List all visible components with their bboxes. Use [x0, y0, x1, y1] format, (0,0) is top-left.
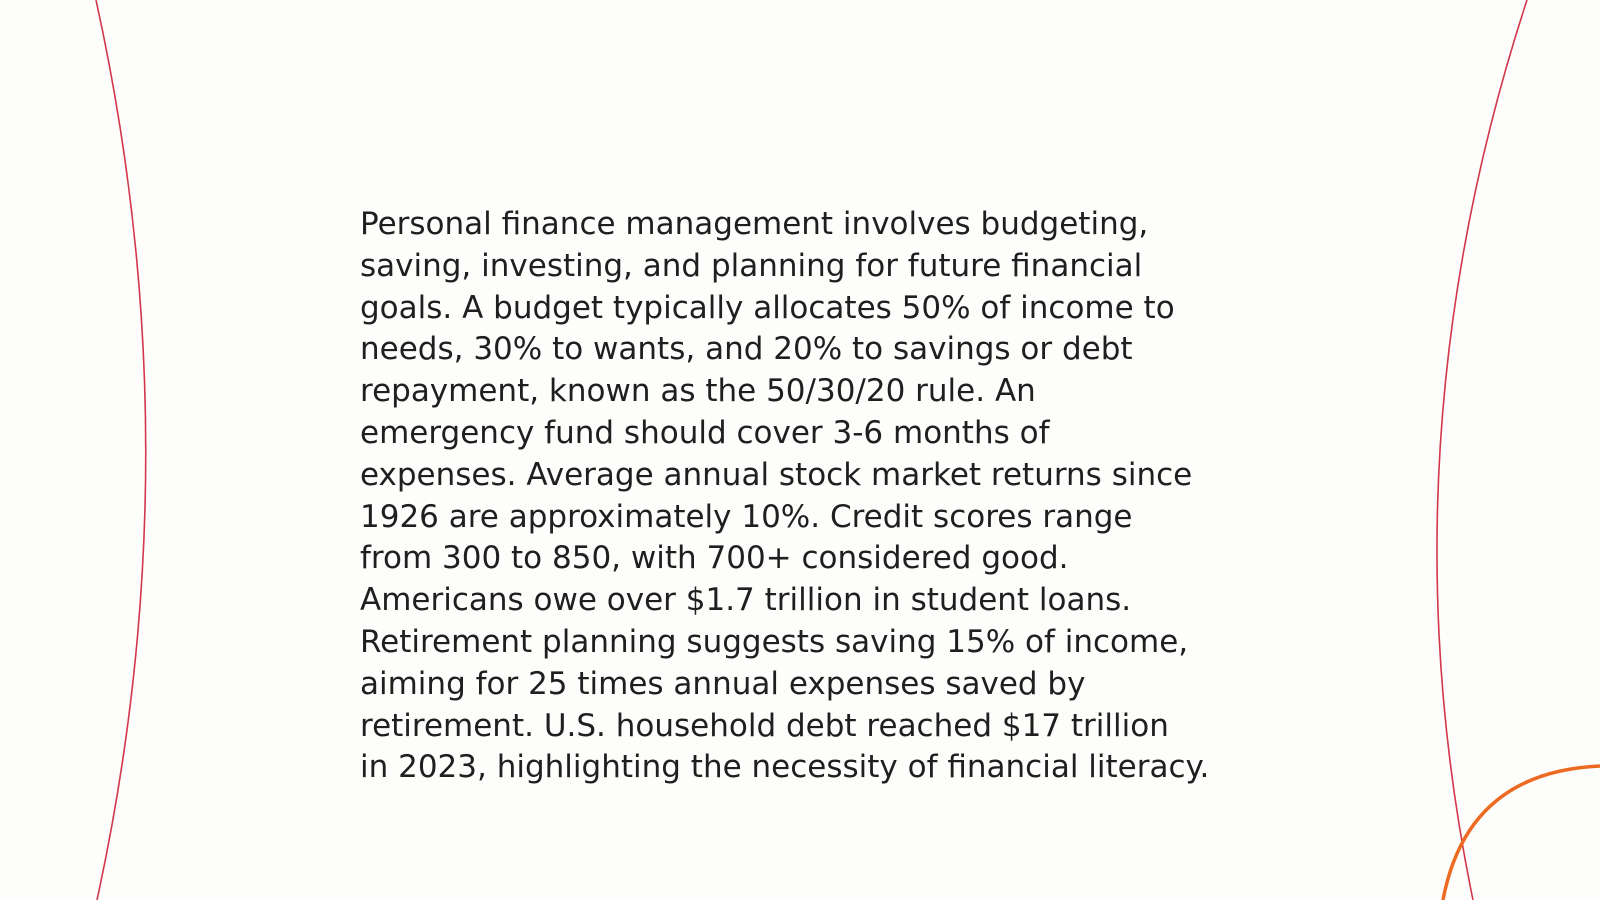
body-line: from 300 to 850, with 700+ considered good.	[360, 540, 1069, 577]
left-arc-line	[96, 0, 146, 900]
body-line: saving, investing, and planning for future financial	[360, 247, 1143, 284]
body-line: repayment, known as the 50/30/20 rule. An	[360, 373, 1036, 410]
body-line: retirement. U.S. household debt reached $17 trillion	[360, 707, 1169, 744]
body-line: aiming for 25 times annual expenses saved by	[360, 665, 1086, 702]
right-arc-line	[1437, 0, 1527, 900]
body-line: needs, 30% to wants, and 20% to savings or debt	[360, 331, 1133, 368]
orange-corner-arc	[1443, 766, 1600, 900]
body-line: Retirement planning suggests saving 15% of income,	[360, 623, 1189, 660]
body-line: goals. A budget typically allocates 50% of income to	[360, 289, 1175, 326]
body-line: emergency fund should cover 3-6 months of	[360, 414, 1050, 451]
body-line: Personal finance management involves budgeting,	[360, 206, 1149, 242]
body-line: Americans owe over $1.7 trillion in student loans.	[360, 582, 1132, 619]
body-line: in 2023, highlighting the necessity of financial literacy.	[360, 749, 1210, 786]
body-line: expenses. Average annual stock market returns since	[360, 456, 1193, 493]
body-paragraph	[360, 204, 1260, 789]
body-line: 1926 are approximately 10%. Credit scores range	[360, 498, 1133, 535]
